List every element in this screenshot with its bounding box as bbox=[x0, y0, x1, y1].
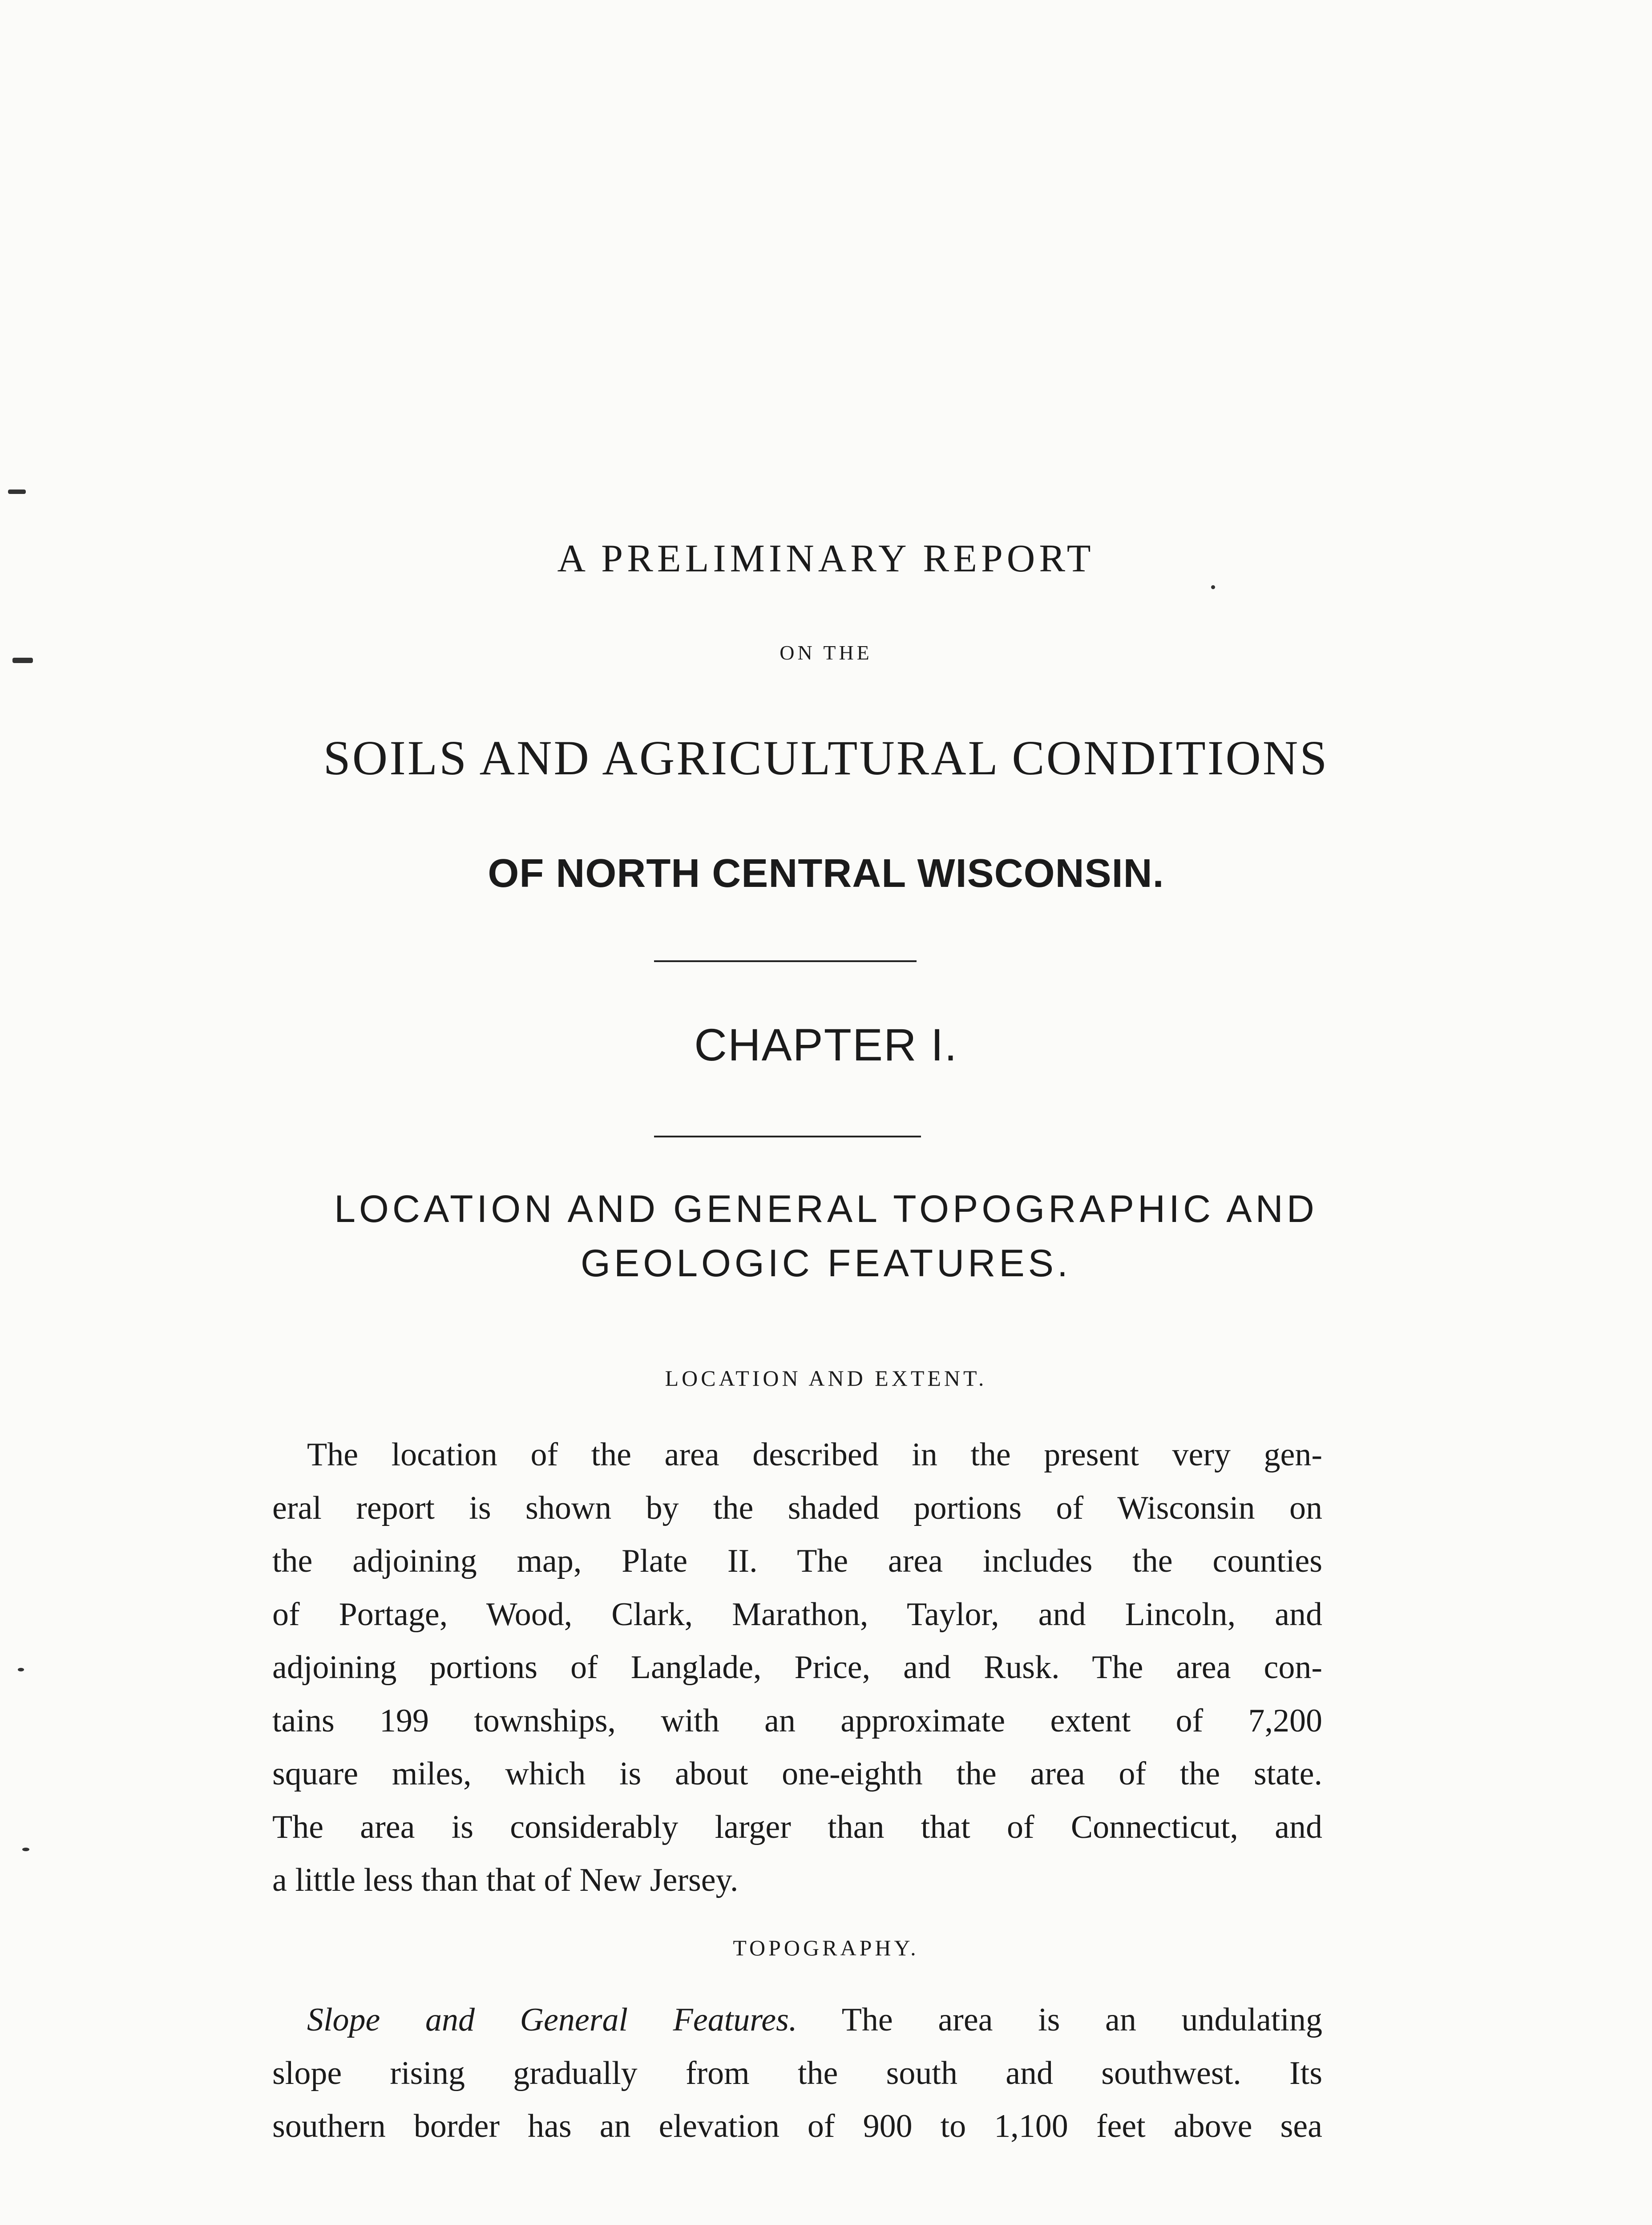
report-title-line-2: ON THE bbox=[780, 641, 872, 664]
paragraph-line: adjoining portions of Langlade, Price, and Rusk. The area con- bbox=[272, 1649, 1322, 1686]
section-heading-topography: TOPOGRAPHY. bbox=[733, 1935, 919, 1960]
paragraph-line: square miles, which is about one-eighth the area of the state. bbox=[272, 1756, 1322, 1792]
paragraph-line-first bbox=[272, 1994, 1322, 2047]
margin-speck bbox=[12, 658, 33, 663]
paragraph-line: The location of the area described in the present very gen- bbox=[307, 1436, 1322, 1473]
margin-speck bbox=[18, 1668, 24, 1671]
report-title-line-4: OF NORTH CENTRAL WISCONSIN. bbox=[488, 851, 1164, 896]
margin-speck bbox=[8, 490, 26, 494]
chapter-title-line-1: LOCATION AND GENERAL TOPOGRAPHIC AND bbox=[334, 1188, 1318, 1230]
margin-speck bbox=[1211, 585, 1215, 589]
paragraph-line: a little less than that of New Jersey. bbox=[272, 1862, 739, 1898]
paragraph-topography bbox=[272, 1994, 1322, 2153]
paragraph-line: of Portage, Wood, Clark, Marathon, Taylor, and Lincoln, and bbox=[272, 1596, 1322, 1633]
report-title-line-1: A PRELIMINARY REPORT bbox=[557, 537, 1095, 580]
paragraph-line: the adjoining map, Plate II. The area includes the counties bbox=[272, 1543, 1322, 1579]
margin-speck bbox=[22, 1848, 29, 1851]
paragraph-line: tains 199 townships, with an approximate extent of 7,200 bbox=[272, 1702, 1322, 1739]
divider-rule-bottom bbox=[654, 1136, 921, 1137]
paragraph-line: The area is considerably larger than that of Connecticut, and bbox=[272, 1808, 1322, 1845]
chapter-title-line-2: GEOLOGIC FEATURES. bbox=[581, 1242, 1071, 1285]
paragraph-location bbox=[272, 1428, 1322, 1907]
report-title-line-3: SOILS AND AGRICULTURAL CONDITIONS bbox=[323, 731, 1329, 785]
divider-rule-top bbox=[654, 960, 917, 962]
italic-subheading: Slope and General Features. bbox=[307, 2002, 797, 2038]
chapter-heading: CHAPTER I. bbox=[694, 1019, 958, 1070]
section-heading-location: LOCATION AND EXTENT. bbox=[665, 1366, 987, 1391]
paragraph-line: southern border has an elevation of 900 to 1,100 feet above sea bbox=[272, 2108, 1322, 2144]
paragraph-line-rest: The area is an undulating bbox=[841, 2002, 1322, 2038]
paragraph-line: eral report is shown by the shaded portions of Wisconsin on bbox=[272, 1489, 1322, 1526]
paragraph-line: slope rising gradually from the south and southwest. Its bbox=[272, 2055, 1322, 2092]
